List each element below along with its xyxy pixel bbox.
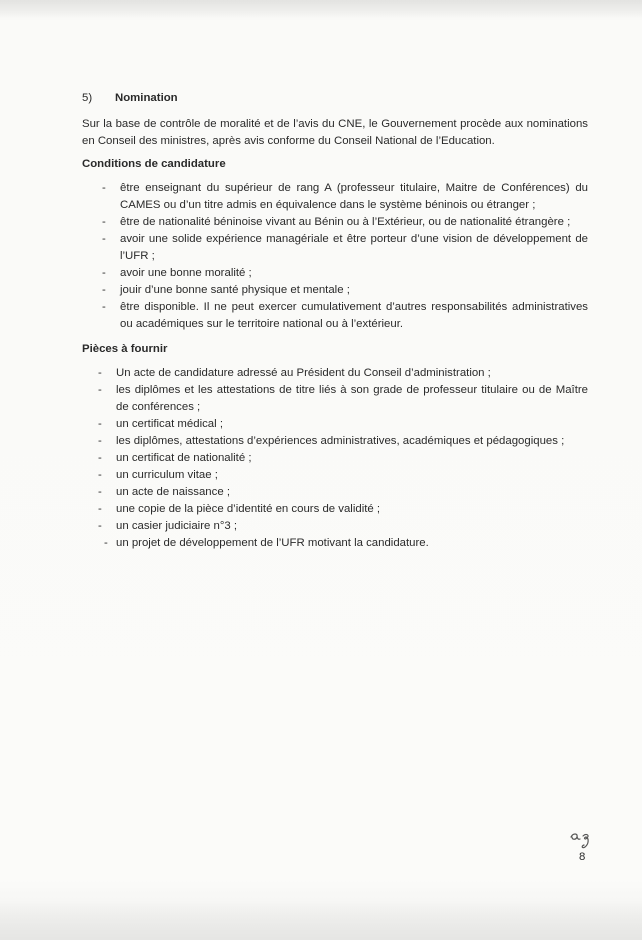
section-heading — [82, 90, 588, 107]
list-item-text: une copie de la pièce d’identité en cours de validité ; — [116, 503, 381, 515]
list-item — [82, 535, 588, 552]
list-marker: - — [98, 503, 102, 515]
list-item — [82, 299, 588, 333]
list-item-text: un acte de naissance ; — [116, 486, 230, 498]
list-item — [82, 365, 588, 382]
pieces-list — [82, 365, 588, 552]
scan-shadow-top — [0, 0, 642, 18]
list-marker: - — [98, 367, 102, 379]
handwritten-initials-icon — [568, 830, 594, 852]
list-item-text: être disponible. Il ne peut exercer cumulativement d’autres responsabilités administratives ou académiques sur le territoire national ou à l’extérieur. — [120, 301, 588, 330]
list-item-text: avoir une bonne moralité ; — [120, 267, 252, 279]
list-item — [82, 265, 588, 282]
list-item — [82, 180, 588, 214]
list-marker: - — [98, 435, 102, 447]
list-item — [82, 282, 588, 299]
list-marker: - — [102, 301, 106, 313]
list-item-text: les diplômes, attestations d’expériences administratives, académiques et pédagogiques ; — [116, 435, 565, 447]
list-item-text: un curriculum vitae ; — [116, 469, 218, 481]
page-number: 8 — [579, 851, 586, 863]
list-item — [82, 433, 588, 450]
list-item-text: un certificat médical ; — [116, 418, 223, 430]
list-item — [82, 501, 588, 518]
list-marker: - — [98, 486, 102, 498]
list-item-text: un projet de développement de l’UFR motivant la candidature. — [116, 537, 429, 549]
list-item-text: être enseignant du supérieur de rang A (professeur titulaire, Maitre de Conférences) du CAMES ou d’un titre admis en équivalence dans le système béninois ou étranger ; — [120, 182, 588, 211]
list-marker: - — [102, 284, 106, 296]
list-marker: - — [102, 267, 106, 279]
list-item-text: un certificat de nationalité ; — [116, 452, 252, 464]
section-number: 5) — [82, 92, 93, 104]
list-marker: - — [102, 233, 106, 245]
list-marker: - — [102, 216, 106, 228]
list-item — [82, 484, 588, 501]
list-item-text: Un acte de candidature adressé au Président du Conseil d’administration ; — [116, 367, 491, 379]
list-marker: - — [104, 537, 108, 549]
list-marker: - — [102, 182, 106, 194]
list-item-text: être de nationalité béninoise vivant au Bénin ou à l’Extérieur, ou de nationalité étrangère ; — [120, 216, 571, 228]
list-marker: - — [98, 520, 102, 532]
list-item-text: avoir une solide expérience managériale et être porteur d’une vision de développement de l’UFR ; — [120, 233, 588, 262]
list-item-text: les diplômes et les attestations de titre liés à son grade de professeur titulaire ou de Maître de conférences ; — [116, 384, 588, 413]
list-item — [82, 416, 588, 433]
intro-paragraph: Sur la base de contrôle de moralité et de l’avis du CNE, le Gouvernement procède aux nominations en Conseil des ministres, après avis conforme du Conseil National de l’Education. — [82, 118, 588, 147]
list-marker: - — [98, 384, 102, 396]
list-item — [82, 231, 588, 265]
list-item-text: un casier judiciaire n°3 ; — [116, 520, 238, 532]
list-marker: - — [98, 418, 102, 430]
pieces-heading: Pièces à fournir — [82, 343, 168, 355]
page-content — [82, 90, 588, 552]
list-item — [82, 518, 588, 535]
conditions-heading: Conditions de candidature — [82, 158, 226, 170]
conditions-list — [82, 180, 588, 333]
list-item — [82, 214, 588, 231]
list-item — [82, 382, 588, 416]
scan-shadow-bottom — [0, 900, 642, 940]
list-marker: - — [98, 452, 102, 464]
section-title: Nomination — [115, 92, 178, 104]
list-item — [82, 450, 588, 467]
list-item-text: jouir d’une bonne santé physique et mentale ; — [120, 284, 350, 296]
list-item — [82, 467, 588, 484]
list-marker: - — [98, 469, 102, 481]
